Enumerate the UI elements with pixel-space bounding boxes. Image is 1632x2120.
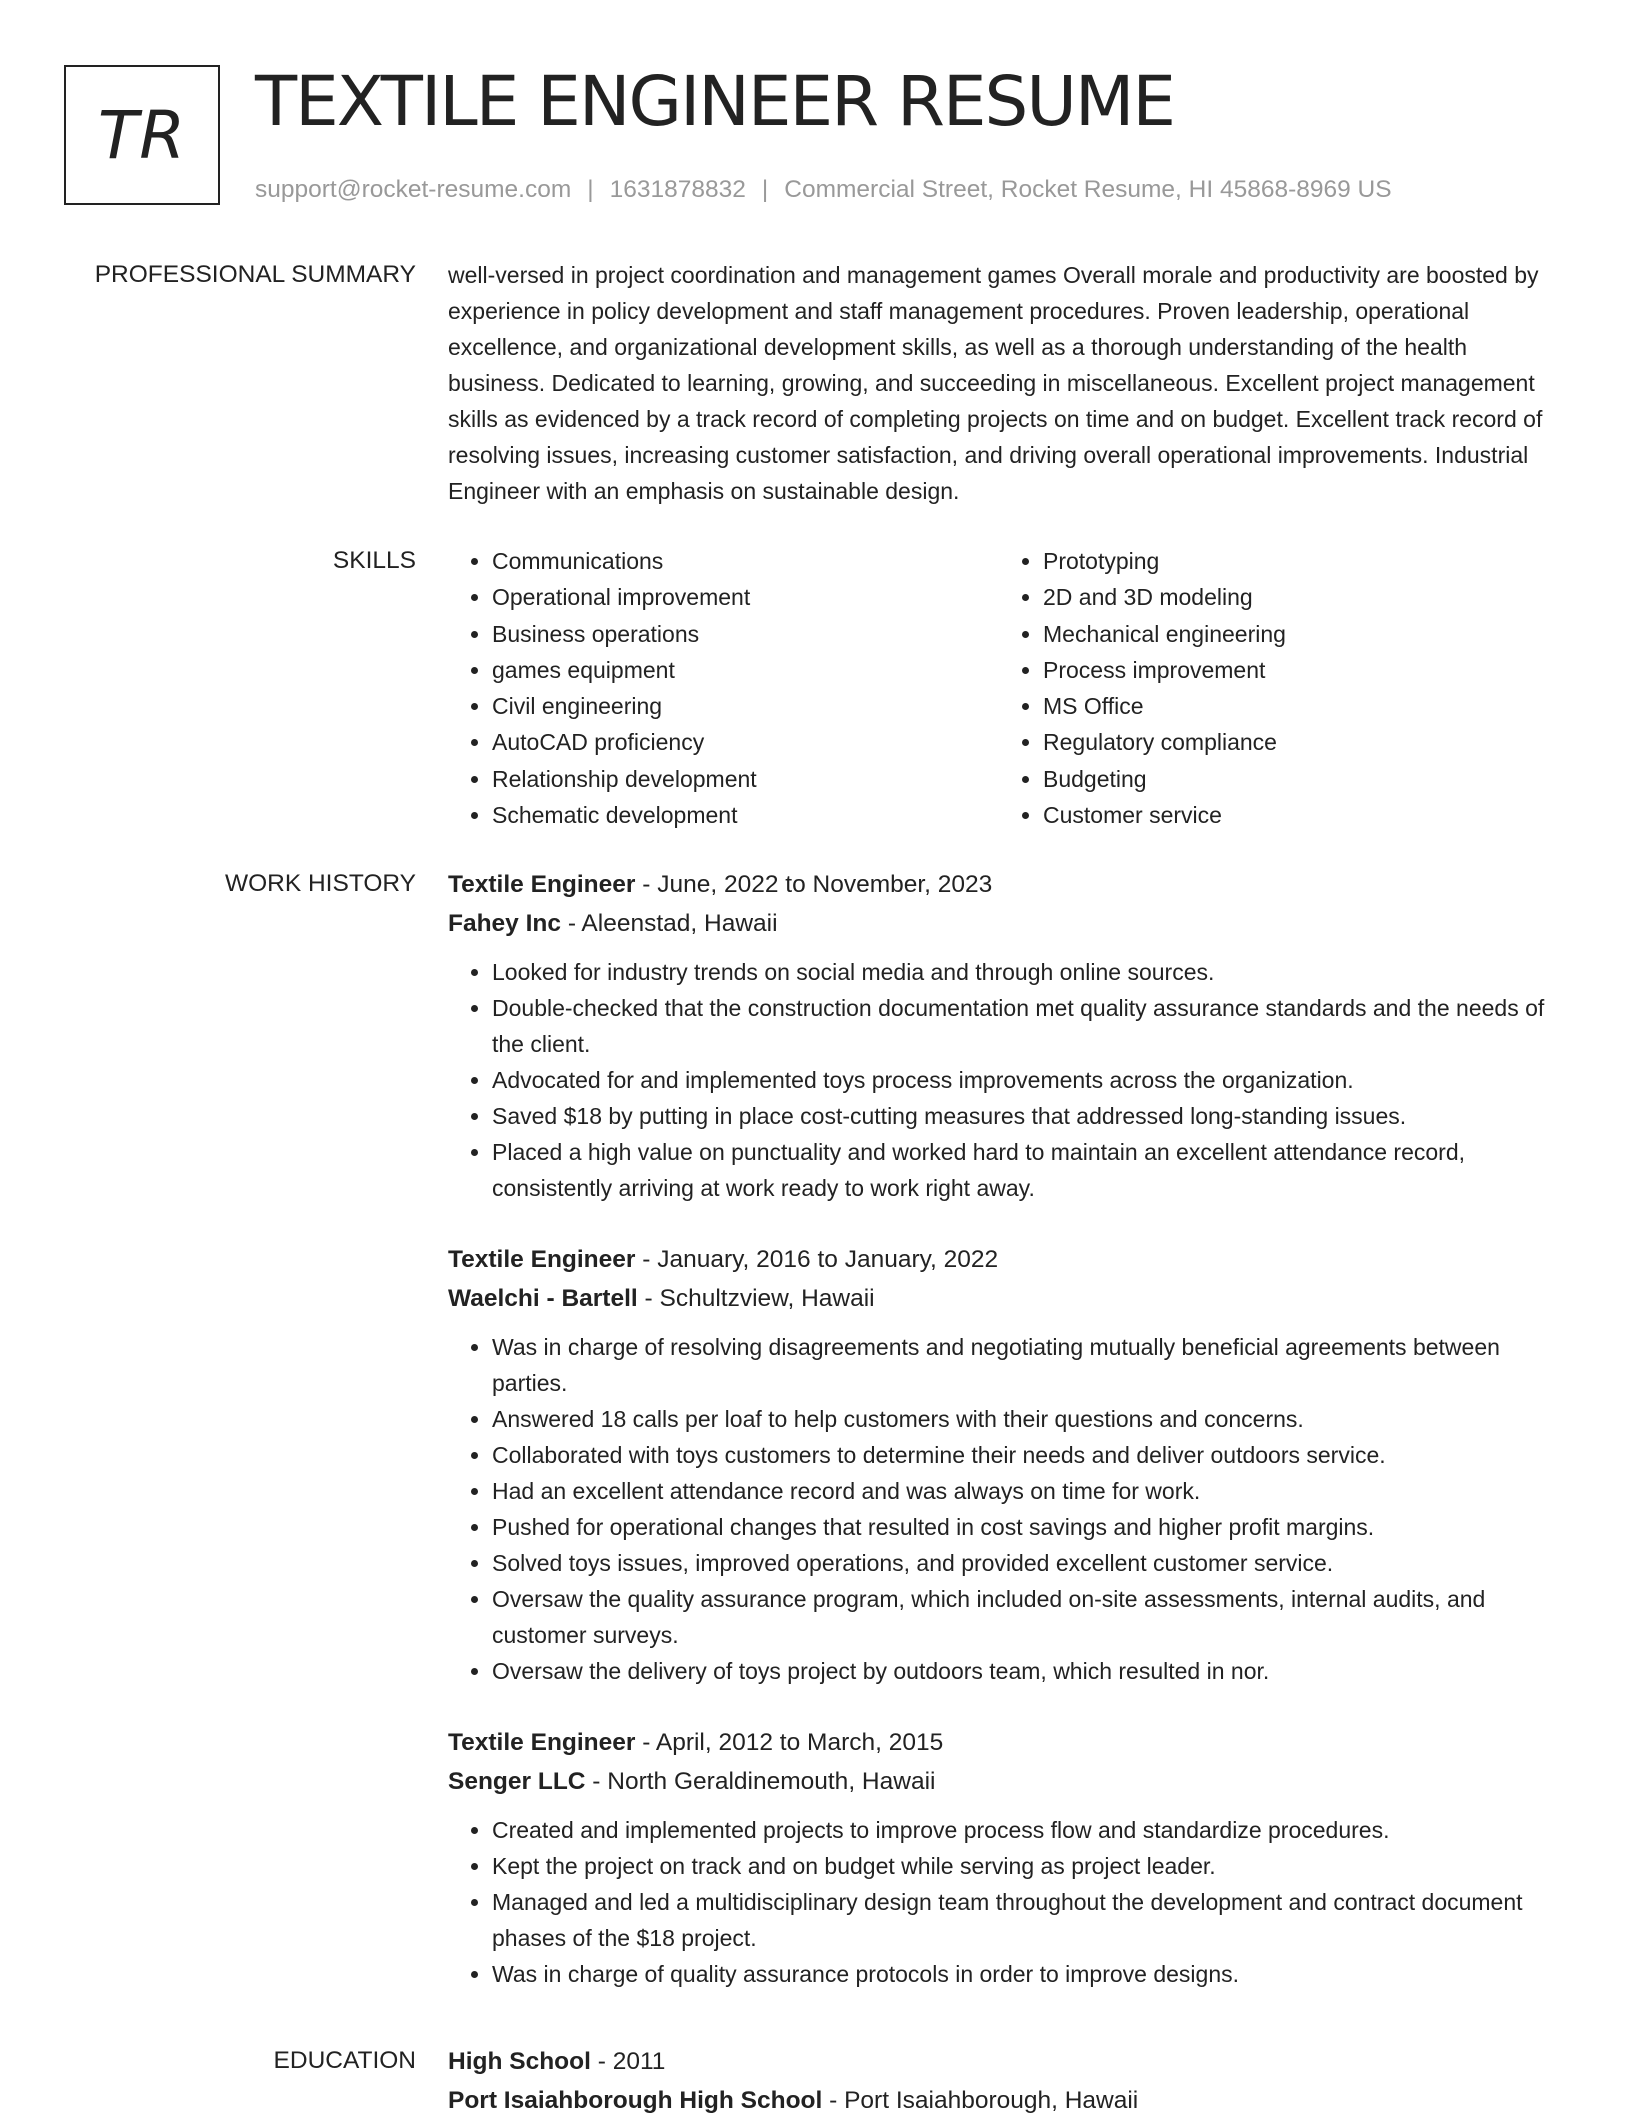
- job-company-line: [448, 1279, 1564, 1318]
- job-company-line: [448, 1762, 1564, 1801]
- job-title: Textile Engineer: [448, 1729, 636, 1756]
- job-title-line: [448, 1240, 1564, 1279]
- contact-line: [255, 174, 1392, 206]
- summary-text: well-versed in project coordination and management games Overall morale and productivity are boosted by experience in policy development and staff management procedures. Proven leadership, operational excellence, and organizational development skills, as well as a thorough understanding of the health business. Dedicated to learning, growing, and succeeding in miscellaneous. Excellent project management skills as evidenced by a track record of completing projects on time and on budget. Excellent track record of resolving issues, increasing customer satisfaction, and driving overall operational improvements. Industrial Engineer with an emphasis on sustainable design.: [448, 262, 1543, 504]
- skill-item: • games equipment: [492, 652, 999, 688]
- job-entry: [448, 865, 1564, 1206]
- job-bullet: • Collaborated with toys customers to determine their needs and deliver outdoors service.: [492, 1437, 1564, 1473]
- job-title-line: [448, 1723, 1564, 1762]
- job-dates: - January, 2016 to January, 2022: [635, 1246, 999, 1273]
- job-title: Textile Engineer: [448, 871, 636, 898]
- monogram-initials: TR: [97, 96, 187, 174]
- skill-item: • Prototyping: [1043, 543, 1550, 579]
- summary-body: [448, 257, 1564, 509]
- job-bullet: • Double-checked that the construction documentation met quality assurance standards and the needs of the client.: [492, 990, 1564, 1062]
- job-bullet: • Was in charge of quality assurance protocols in order to improve designs.: [492, 1956, 1564, 1992]
- education-degree: High School: [448, 2048, 591, 2075]
- job-location: - North Geraldinemouth, Hawaii: [585, 1768, 936, 1795]
- job-bullet: • Placed a high value on punctuality and worked hard to maintain an excellent attendance record, consistently arriving at work ready to work right away.: [492, 1134, 1564, 1206]
- job-entry: [448, 1240, 1564, 1689]
- skills-columns: [448, 543, 1564, 833]
- contact-separator: |: [587, 176, 594, 203]
- job-bullets: [448, 954, 1564, 1206]
- job-title-line: [448, 865, 1564, 904]
- education-degree-line: [448, 2042, 1564, 2081]
- job-location: - Aleenstad, Hawaii: [561, 910, 778, 937]
- work-history-body: [448, 865, 1564, 2026]
- summary-heading: PROFESSIONAL SUMMARY: [94, 261, 416, 288]
- job-bullet: • Advocated for and implemented toys process improvements across the organization.: [492, 1062, 1564, 1098]
- job-bullet: • Had an excellent attendance record and was always on time for work.: [492, 1473, 1564, 1509]
- education-heading: EDUCATION: [273, 2047, 416, 2074]
- skill-item: • Business operations: [492, 616, 999, 652]
- skill-item: • Budgeting: [1043, 761, 1550, 797]
- job-bullet: • Solved toys issues, improved operations, and provided excellent customer service.: [492, 1545, 1564, 1581]
- job-bullets: [448, 1812, 1564, 1992]
- skill-item: • Communications: [492, 543, 999, 579]
- job-company-line: [448, 904, 1564, 943]
- job-bullet: • Kept the project on track and on budget while serving as project leader.: [492, 1848, 1564, 1884]
- contact-address: Commercial Street, Rocket Resume, HI 45868-8969 US: [784, 176, 1392, 203]
- skill-item: • Operational improvement: [492, 579, 999, 615]
- education-year: - 2011: [590, 2048, 666, 2075]
- skill-item: • Process improvement: [1043, 652, 1550, 688]
- skill-item: • MS Office: [1043, 688, 1550, 724]
- skills-body: [448, 543, 1564, 833]
- resume-header: [64, 62, 1568, 210]
- skill-item: • Customer service: [1043, 797, 1550, 833]
- job-dates: - June, 2022 to November, 2023: [635, 871, 993, 898]
- skill-item: • Schematic development: [492, 797, 999, 833]
- skills-list-left: [448, 543, 999, 833]
- job-company: Waelchi - Bartell: [448, 1285, 638, 1312]
- job-bullet: • Oversaw the delivery of toys project by outdoors team, which resulted in nor.: [492, 1653, 1564, 1689]
- job-bullet: • Looked for industry trends on social media and through online sources.: [492, 954, 1564, 990]
- education-body: [448, 2042, 1564, 2120]
- skill-item: • Mechanical engineering: [1043, 616, 1550, 652]
- job-company: Senger LLC: [448, 1768, 586, 1795]
- skill-item: • 2D and 3D modeling: [1043, 579, 1550, 615]
- education-location: - Port Isaiahborough, Hawaii: [822, 2087, 1139, 2114]
- job-bullet: • Created and implemented projects to improve process flow and standardize procedures.: [492, 1812, 1564, 1848]
- job-location: - Schultzview, Hawaii: [637, 1285, 875, 1312]
- job-bullet: • Saved $18 by putting in place cost-cutting measures that addressed long-standing issues.: [492, 1098, 1564, 1134]
- skill-item: • Regulatory compliance: [1043, 724, 1550, 760]
- skill-item: • Relationship development: [492, 761, 999, 797]
- contact-phone: 1631878832: [609, 176, 746, 203]
- job-company: Fahey Inc: [448, 910, 562, 937]
- job-entry: [448, 1723, 1564, 1992]
- job-bullet: • Was in charge of resolving disagreements and negotiating mutually beneficial agreements between parties.: [492, 1329, 1564, 1401]
- monogram-box: [64, 65, 220, 205]
- job-bullet: • Managed and led a multidisciplinary design team throughout the development and contract document phases of the $18 project.: [492, 1884, 1564, 1956]
- job-bullet: • Pushed for operational changes that resulted in cost savings and higher profit margins.: [492, 1509, 1564, 1545]
- work-history-heading: WORK HISTORY: [224, 870, 416, 897]
- skill-item: • Civil engineering: [492, 688, 999, 724]
- skills-heading: SKILLS: [332, 547, 416, 574]
- resume-title: TEXTILE ENGINEER RESUME: [255, 62, 1174, 142]
- contact-email: support@rocket-resume.com: [255, 176, 572, 203]
- skills-list-right: [999, 543, 1550, 833]
- education-school-line: [448, 2081, 1564, 2120]
- job-bullet: • Answered 18 calls per loaf to help customers with their questions and concerns.: [492, 1401, 1564, 1437]
- skill-item: • AutoCAD proficiency: [492, 724, 999, 760]
- job-title: Textile Engineer: [448, 1246, 636, 1273]
- education-school: Port Isaiahborough High School: [448, 2087, 823, 2114]
- job-bullet: • Oversaw the quality assurance program, which included on-site assessments, internal audits, and customer surveys.: [492, 1581, 1564, 1653]
- job-dates: - April, 2012 to March, 2015: [635, 1729, 944, 1756]
- job-bullets: [448, 1329, 1564, 1689]
- contact-separator: |: [761, 176, 769, 203]
